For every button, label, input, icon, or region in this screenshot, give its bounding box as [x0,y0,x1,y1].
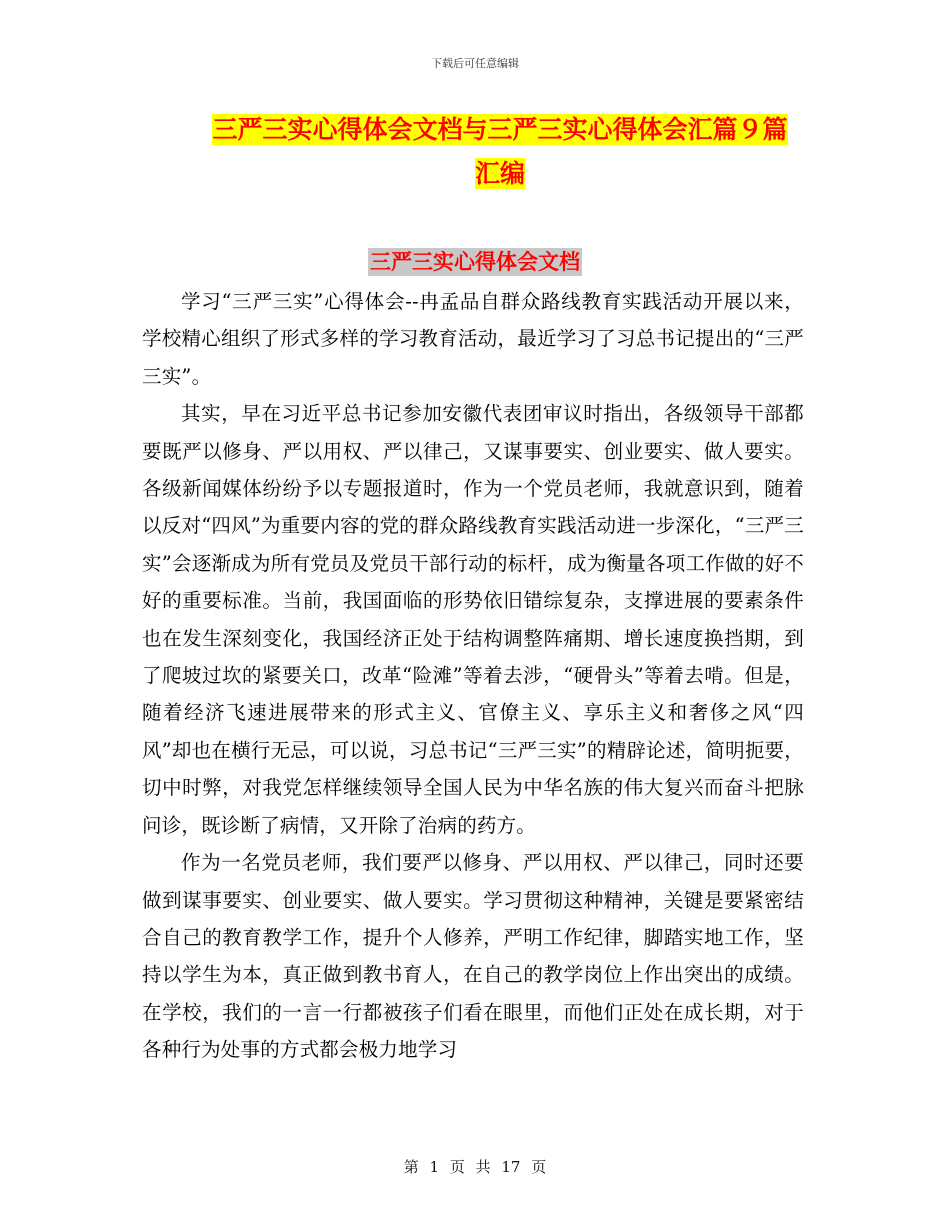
section-heading-text: 三严三实心得体会文档 [370,250,580,274]
document-title-line-1: 三严三实心得体会文档与三严三实心得体会汇篇９篇 [212,115,788,144]
page-number-footer: 第 1 页 共 17 页 [403,1158,547,1176]
paragraph: 作为一名党员老师，我们要严以修身、严以用权、严以律己，同时还要做到谋事要实、创业要实、做人要实。学习贯彻这种精神，关键是要紧密结合自己的教育教学工作，提升个人修养，严明工作纪律，脚踏实地工作，坚持以学生为本，真正做到教书育人，在自己的教学岗位上作出突出的成绩。在学校，我们的一言一行都被孩子们看在眼里，而他们正处在成长期，对于各种行为处事的方式都会极力地学习 [142,851,804,1062]
document-title-continued [120,152,880,196]
header-note: 下载后可任意编辑 [431,57,519,70]
paragraph: 学习“三严三实”心得体会--冉孟品自群众路线教育实践活动开展以来，学校精心组织了形式多样的学习教育活动，最近学习了习总书记提出的“三严三实”。 [142,290,804,388]
document-title [120,108,880,152]
section-heading [0,244,950,280]
document-title-line-2: 汇编 [474,159,525,188]
paragraph: 其实，早在习近平总书记参加安徽代表团审议时指出，各级领导干部都要既严以修身、严以用权、严以律己，又谋事要实、创业要实、做人要实。各级新闻媒体纷纷予以专题报道时，作为一个党员老师，我就意识到，随着以反对“四风”为重要内容的党的群众路线教育实践活动进一步深化，“三严三实”会逐渐成为所有党员及党员干部行动的标杆，成为衡量各项工作做的好不好的重要标准。当前，我国面临的形势依旧错综复杂，支撑进展的要素条件也在发生深刻变化，我国经济正处于结构调整阵痛期、增长速度换挡期，到了爬坡过坎的紧要关口，改革“险滩”等着去涉，“硬骨头”等着去啃。但是，随着经济飞速进展带来的形式主义、官僚主义、享乐主义和奢侈之风“四风”却也在横行无忌，可以说，习总书记“三严三实”的精辟论述，简明扼要，切中时弊，对我党怎样继续领导全国人民为中华名族的伟大复兴而奋斗把脉问诊，既诊断了病情，又开除了治病的药方。 [142,402,804,837]
body-text [142,283,804,1069]
